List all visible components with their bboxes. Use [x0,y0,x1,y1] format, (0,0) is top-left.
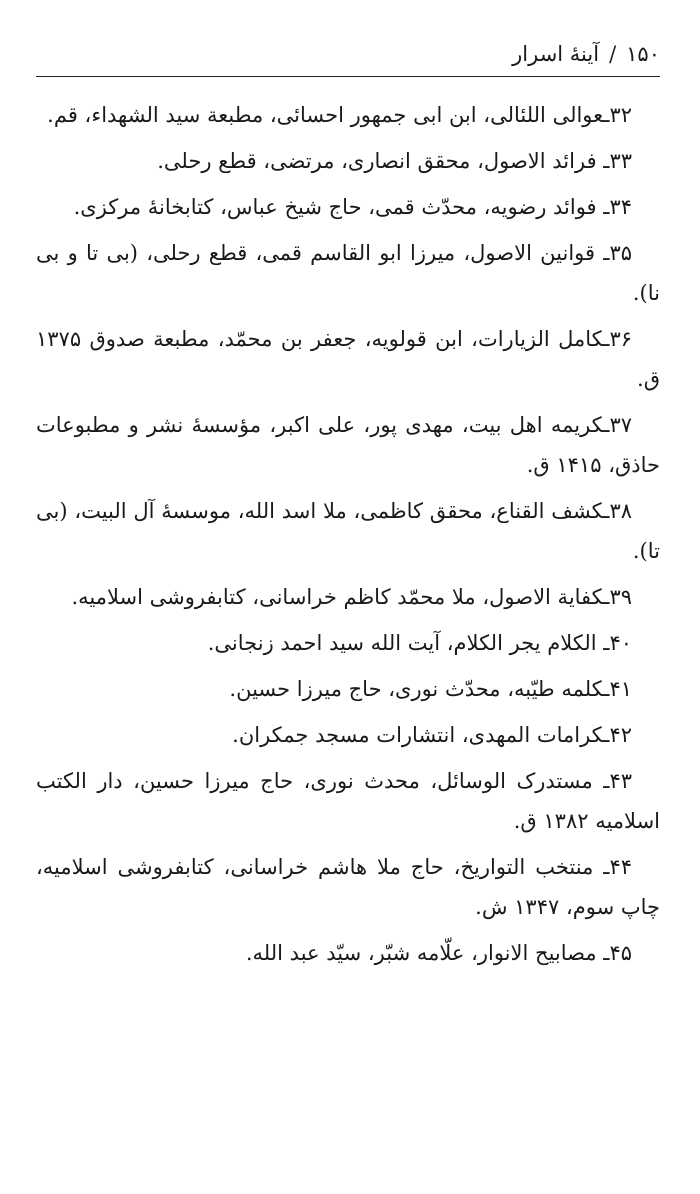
book-title: آینهٔ اسرار [512,42,600,66]
bibliography-entry: ۴۳ـ مستدرک الوسائل، محدث نوری، حاج میرزا حسین، دار الکتب اسلامیه ۱۳۸۲ ق. [36,769,660,833]
bibliography-entry: ۴۰ـ الکلام یجر الکلام، آیت الله سید احمد زنجانی. [207,631,632,655]
bibliography-entry: ۳۲ـعوالی اللئالی، ابن ابی جمهور احسائی، مطبعة سید الشهداء، قم. [47,103,632,127]
bibliography-entry: ۳۶ـکامل الزیارات، ابن قولویه، جعفر بن محمّد، مطبعة صدوق ۱۳۷۵ ق. [36,327,660,391]
bibliography-entry: ۴۵ـ مصابیح الانوار، علّامه شبّر، سیّد عبد الله. [245,941,632,965]
page [36,40,660,979]
header-separator: / [609,42,617,66]
bibliography-entry: ۳۸ـکشف القناع، محقق کاظمی، ملا اسد الله، موسسهٔ آل البیت، (بی تا). [36,499,660,563]
bibliography-entry: ۴۴ـ منتخب التواریخ، حاج ملا هاشم خراسانی، کتابفروشی اسلامیه، چاپ سوم، ۱۳۴۷ ش. [36,855,660,919]
page-number: ۱۵۰ [626,42,660,66]
running-header [36,40,660,68]
bibliography-entry: ۴۲ـکرامات المهدی، انتشارات مسجد جمکران. [232,723,632,747]
bibliography-entry: ۳۹ـکفایة الاصول، ملا محمّد کاظم خراسانی، کتابفروشی اسلامیه. [71,585,632,609]
bibliography-entry: ۳۳ـ فرائد الاصول، محقق انصاری، مرتضی، قطع رحلی. [157,149,632,173]
bibliography-entry: ۴۱ـکلمه طیّبه، محدّث نوری، حاج میرزا حسین. [229,677,632,701]
bibliography-entry: ۳۵ـ قوانین الاصول، میرزا ابو القاسم قمی، قطع رحلی، (بی تا و بی نا). [36,241,660,305]
bibliography-list [36,95,660,973]
header-rule [36,76,660,77]
bibliography-entry: ۳۴ـ فوائد رضویه، محدّث قمی، حاج شیخ عباس، کتابخانهٔ مرکزی. [73,195,632,219]
bibliography-entry: ۳۷ـکریمه اهل بیت، مهدی پور، علی اکبر، مؤسسهٔ نشر و مطبوعات حاذق، ۱۴۱۵ ق. [36,413,660,477]
